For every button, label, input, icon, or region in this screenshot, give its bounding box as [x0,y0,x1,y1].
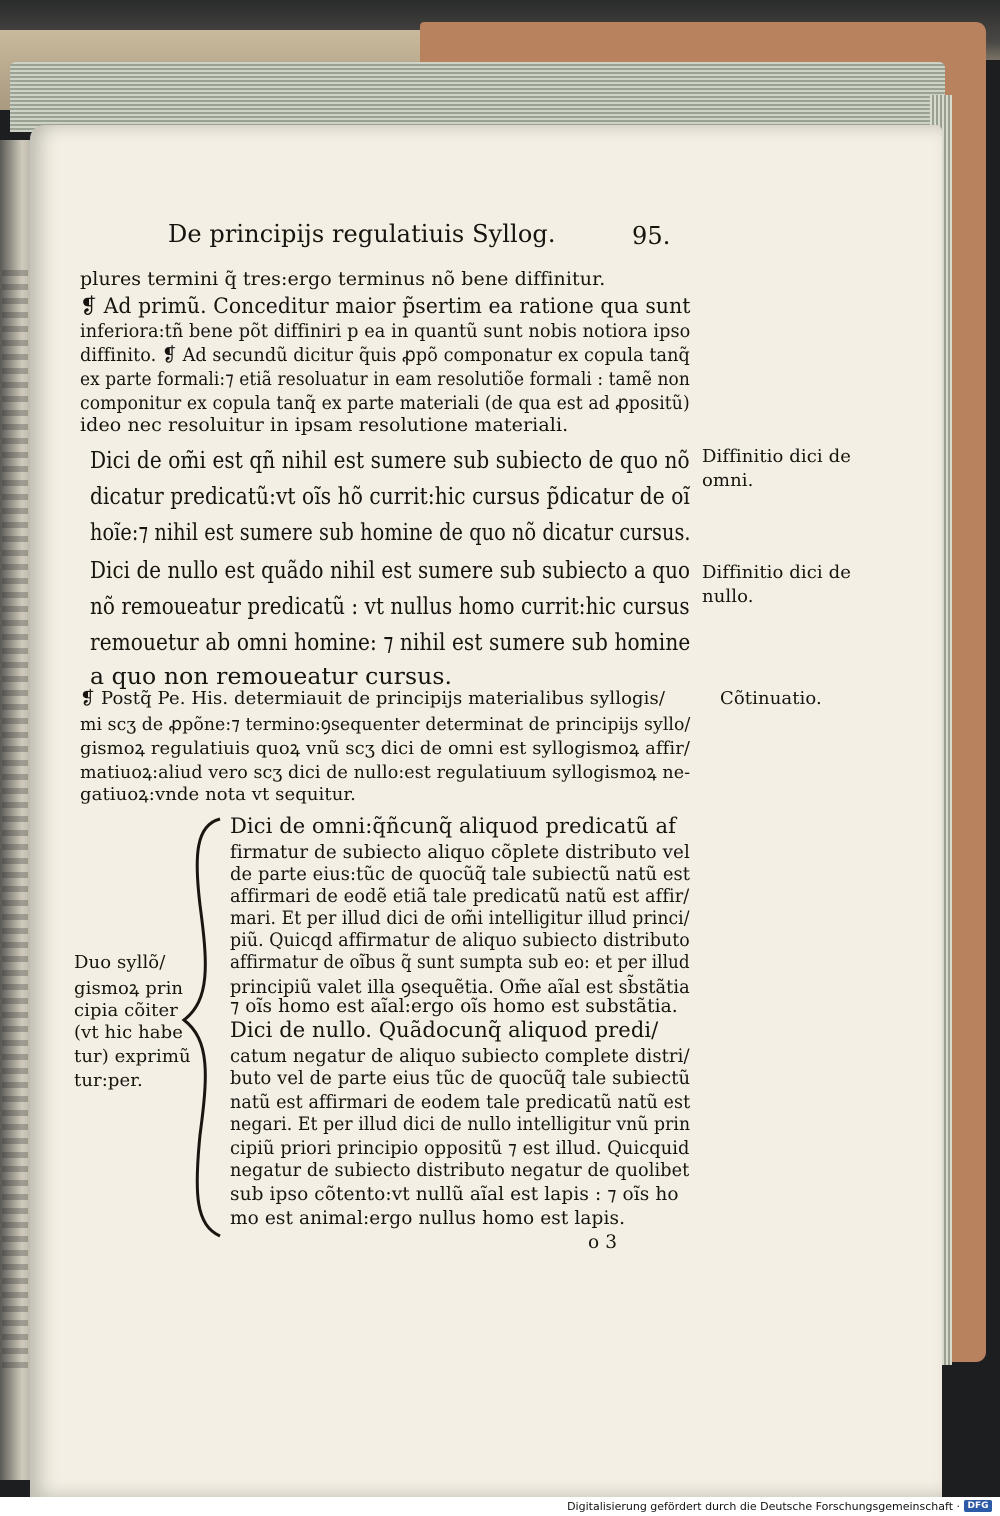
text-line: diffinito. ❡ Ad secundũ dicitur q̃uis ꝓpõ componatur ex copula tanq̃ [80,344,690,366]
text-line: ❡ Postq̃ Pe. His. determiauit de principijs materialibus syllogis/ [80,688,666,709]
text-line: nõ remoueatur predicatũ : vt nullus homo currit:hic cursus [90,592,690,620]
text-line: affirmatur de oĩbus q̃ sunt sumpta sub eo: et per illud [230,952,690,973]
margin-note: Diffinitio dici de [702,562,851,583]
text-line: de parte eius:tũc de quocũq̃ tale subiectũ natũ est [230,864,691,885]
text-line: negari. Et per illud dici de nullo intelligitur vnũ prin [230,1114,691,1135]
text-line: matiuoꝝ:aliud vero scʒ dici de nullo:est regulatiuum syllogismoꝝ ne- [80,762,691,783]
margin-note: Diffinitio dici de [702,446,851,467]
page-stack-top [10,62,945,132]
margin-note: tur) exprimũ [74,1046,191,1067]
text-line: sub ipso cõtento:vt nullũ aĩal est lapis : ⁊ oĩs ho [230,1184,679,1205]
margin-note: gismoꝝ prin [74,978,184,999]
text-line: catum negatur de aliquo subiecto complete distri/ [230,1046,690,1067]
digitization-credit: Digitalisierung gefördert durch die Deutsche Forschungsgemeinschaft · [567,1500,960,1513]
text-line: ex parte formali:⁊ etiã resoluatur in eam resolutiõe formali : tamẽ non [80,368,690,390]
curly-brace [180,815,222,1240]
text-line: piũ. Quicqd affirmatur de aliquo subiecto distributo [230,930,690,951]
text-line: Dici de nullo. Quãdocunq̃ aliquod predi/ [230,1018,659,1042]
margin-note: omni. [702,470,754,491]
text-line: plures termini q̃ tres:ergo terminus nõ bene diffinitur. [80,268,606,290]
text-line: affirmari de eodẽ etiã tale predicatũ natũ est affir/ [230,886,690,907]
text-line: principiũ valet illa ꝯsequẽtia. Om̃e aĩal est sb̃stãtia [230,977,690,998]
margin-note: Cõtinuatio. [720,688,822,709]
text-line: Dici de nullo est quãdo nihil est sumere sub subiecto a quo [90,556,690,584]
text-line: inferiora:tñ bene põt diffiniri p ea in quantũ sunt nobis notiora ipso [80,320,691,342]
text-line: mi scʒ de ꝓpõne:⁊ termino:ꝯsequenter determinat de principijs syllo/ [80,714,691,735]
margin-note: (vt hic habe [74,1022,183,1043]
text-line: hoĩe:⁊ nihil est sumere sub homine de quo nõ dicatur cursus. [90,518,691,546]
text-line: Dici de omni:q̃ñcunq̃ aliquod predicatũ af [230,814,676,838]
text-line: componitur ex copula tanq̃ ex parte materiali (de qua est ad ꝓpositũ) [80,392,690,414]
text-line: ideo nec resoluitur in ipsam resolutione materiali. [80,414,569,436]
folio-number: 95. [632,222,671,250]
text-line: ⁊ oĩs homo est aĩal:ergo oĩs homo est substãtia. [230,996,678,1017]
margin-note: nullo. [702,586,754,607]
dfg-logo: DFG [964,1500,992,1512]
text-line: Dici de om̃i est qñ nihil est sumere sub subiecto de quo nõ [90,446,690,474]
text-line: dicatur predicatũ:vt oĩs hõ currit:hic cursus p̃dicatur de oĩ [90,482,690,510]
text-line: gatiuoꝝ:vnde nota vt sequitur. [80,784,356,805]
margin-note: tur:per. [74,1070,143,1091]
text-line: mari. Et per illud dici de om̃i intelligitur illud princi/ [230,908,690,929]
text-line: gismoꝝ regulatiuis quoꝝ vnũ scʒ dici de omni est syllogismoꝝ affir/ [80,738,691,759]
text-line: natũ est affirmari de eodem tale predicatũ natũ est [230,1092,691,1113]
text-line: remouetur ab omni homine: ⁊ nihil est sumere sub homine [90,628,691,656]
text-line: cipiũ priori principio oppositũ ⁊ est illud. Quicquid [230,1138,690,1159]
text-line: mo est animal:ergo nullus homo est lapis. [230,1208,626,1229]
text-line: negatur de subiecto distributo negatur de quolibet [230,1160,690,1181]
text-line: firmatur de subiecto aliquo cõplete distributo vel [230,842,690,863]
text-line: buto vel de parte eius tũc de quocũq̃ tale subiectũ [230,1068,691,1089]
text-line: a quo non remoueatur cursus. [90,662,453,690]
text-line: ❡ Ad primũ. Conceditur maior p̃sertim ea ratione qua sunt [80,294,691,318]
margin-note: Duo syllõ/ [74,952,166,973]
margin-note: cipia cõiter [74,1000,178,1021]
running-header: De principijs regulatiuis Syllog. [168,220,556,248]
signature-mark: o 3 [588,1232,618,1253]
